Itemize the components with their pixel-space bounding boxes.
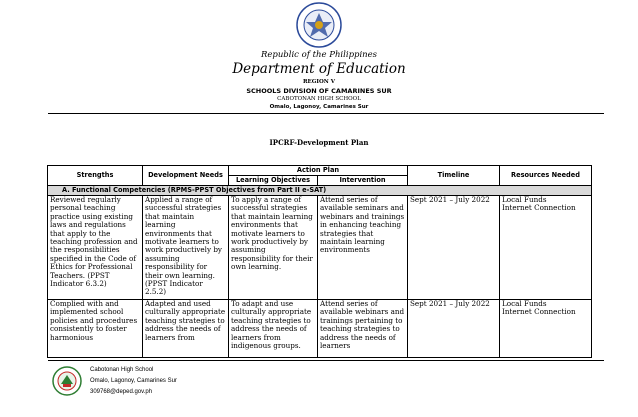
page-title: IPCRF-Development Plan: [269, 138, 369, 147]
cell-development-needs: Adapted and used culturally appropriate teaching strategies to address the needs of learners from: [143, 300, 229, 358]
school-logo-icon: [52, 366, 82, 396]
cell-timeline: Sept 2021 – July 2022: [408, 300, 500, 358]
school-name: CABOTONAN HIGH SCHOOL: [277, 96, 361, 102]
header-timeline: Timeline: [408, 166, 500, 186]
header-intervention: Intervention: [318, 176, 408, 186]
footer-school: Cabotonan High School: [90, 367, 154, 373]
cell-timeline: Sept 2021 – July 2022: [408, 196, 500, 300]
footer-address: Omalo, Lagonoy, Camarines Sur: [90, 378, 177, 384]
department-name: Department of Education: [232, 61, 406, 77]
footer-divider: [48, 360, 604, 361]
header-resources-needed: Resources Needed: [500, 166, 592, 186]
footer-email[interactable]: 309768@deped.gov.ph: [90, 389, 153, 395]
header-strengths: Strengths: [48, 166, 143, 186]
republic-line: Republic of the Philippines: [260, 50, 378, 60]
header-development-needs: Development Needs: [143, 166, 229, 186]
division-line: SCHOOLS DIVISION OF CAMARINES SUR: [246, 87, 392, 95]
development-plan-table: [47, 165, 592, 358]
cell-strengths: Reviewed regularly personal teaching practice using existing laws and regulations that apply to the teaching profession and the responsibilities specified in the Code of Ethics for Professional Teachers. (PPST Indicator 6.3.2): [48, 196, 143, 300]
cell-learning-objectives: To apply a range of successful strategies that maintain learning environments that motivate learners to work productively by assuming responsibility for their own learning.: [229, 196, 318, 300]
table-row: [48, 196, 592, 300]
deped-seal-icon: [296, 2, 342, 48]
cell-resources: Local Funds Internet Connection: [500, 300, 592, 358]
cell-development-needs: Applied a range of successful strategies that maintain learning environments that motivate learners to work productively by assuming responsibility for their own learning. (PPST Indicator 2.5.2): [143, 196, 229, 300]
cell-resources: Local Funds Internet Connection: [500, 196, 592, 300]
header-divider: [48, 113, 604, 114]
cell-strengths: Complied with and implemented school policies and procedures consistently to foster harmonious: [48, 300, 143, 358]
school-address: Omalo, Lagonoy, Camarines Sur: [269, 104, 369, 110]
header-learning-objectives: Learning Objectives: [229, 176, 318, 186]
table-row: [48, 300, 592, 358]
cell-intervention: Attend series of available seminars and webinars and trainings in enhancing teaching strategies that maintain learning environments: [318, 196, 408, 300]
region-line: REGION V: [302, 79, 336, 85]
section-functional-competencies: A. Functional Competencies (RPMS-PPST Objectives from Part II e-SAT): [48, 186, 592, 196]
cell-learning-objectives: To adapt and use culturally appropriate teaching strategies to address the needs of learners from indigenous groups.: [229, 300, 318, 358]
header-action-plan: Action Plan: [229, 166, 408, 176]
cell-intervention: Attend series of available webinars and trainings pertaining to teaching strategies to address the needs of learners: [318, 300, 408, 358]
